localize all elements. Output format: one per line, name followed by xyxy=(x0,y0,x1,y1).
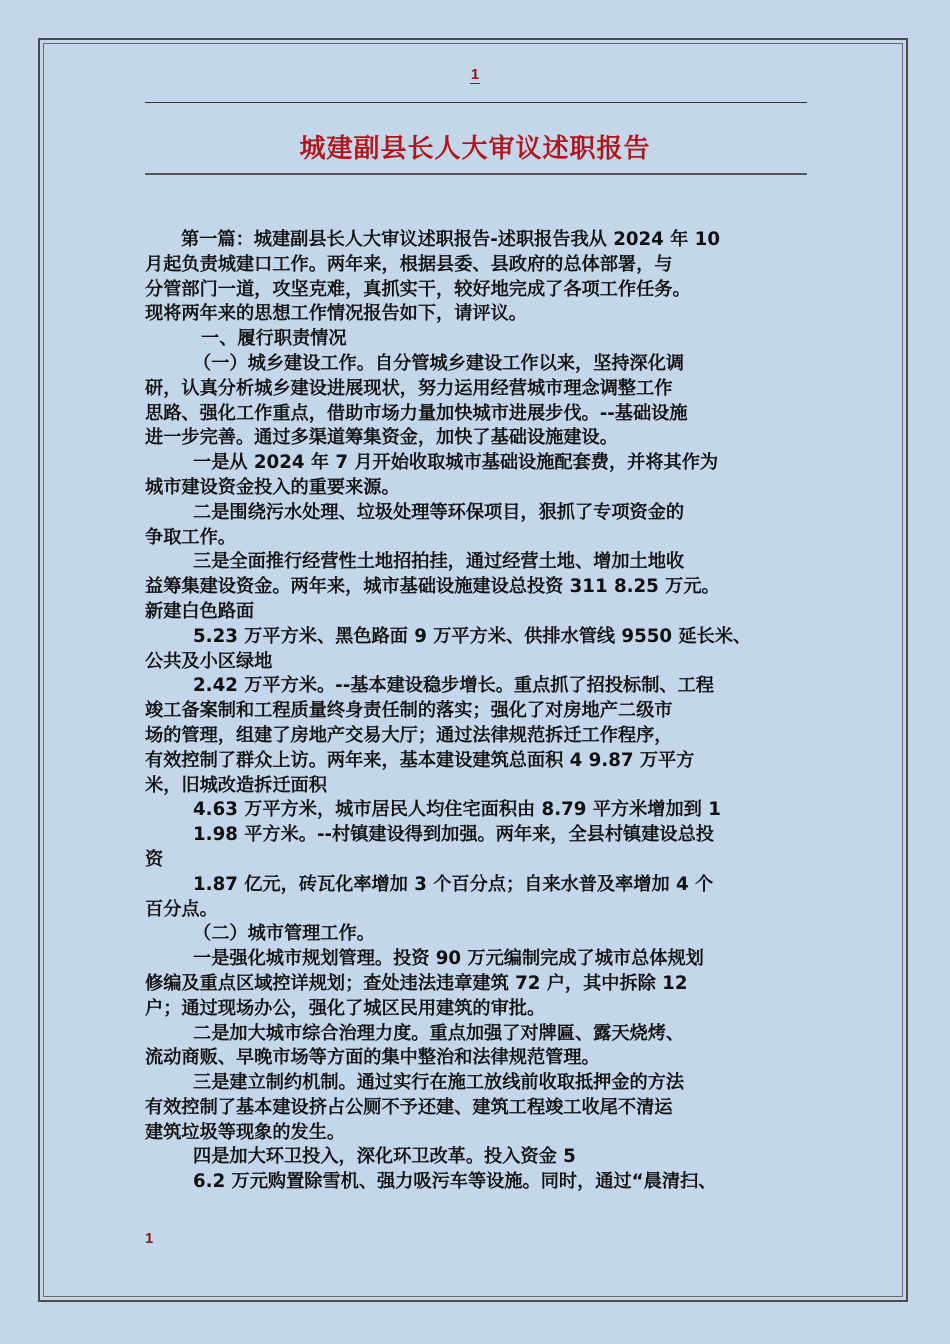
text-line: 1.98 平方米。--村镇建设得到加强。两年来，全县村镇建设总投 xyxy=(193,824,714,846)
text-line: 二是加大城市综合治理力度。重点加强了对牌匾、露天烧烤、 xyxy=(193,1022,685,1044)
text-line: 一是从 2024 年 7 月开始收取城市基础设施配套费，并将其作为 xyxy=(193,452,719,474)
text-line: 月起负责城建口工作。两年来，根据县委、县政府的总体部署，与 xyxy=(145,253,673,275)
text-line: 建筑垃圾等现象的发生。 xyxy=(145,1121,346,1143)
text-line: 竣工备案制和工程质量终身责任制的落实；强化了对房地产二级市 xyxy=(145,700,673,722)
text-line: 新建白色路面 xyxy=(145,600,255,622)
text-line: 争取工作。 xyxy=(145,526,236,548)
text-line: 四是加大环卫投入，深化环卫改革。投入资金 5 xyxy=(193,1146,576,1168)
text-line: 思路、强化工作重点，借助市场力量加快城市进展步伐。--基础设施 xyxy=(145,402,688,424)
text-line: 一是强化城市规划管理。投资 90 万元编制完成了城市总体规划 xyxy=(193,948,704,970)
text-line: 1.87 亿元，砖瓦化率增加 3 个百分点；自来水普及率增加 4 个 xyxy=(193,873,714,895)
text-line: 流动商贩、早晚市场等方面的集中整治和法律规范管理。 xyxy=(145,1047,600,1069)
text-line: 进一步完善。通过多渠道筹集资金，加快了基础设施建设。 xyxy=(145,427,618,449)
footer-page-number: 1 xyxy=(145,1230,154,1247)
text-line: 场的管理，组建了房地产交易大厅；通过法律规范拆迁工作程序， xyxy=(145,724,673,746)
text-line: 有效控制了基本建设挤占公厕不予还建、建筑工程竣工收尾不清运 xyxy=(145,1096,673,1118)
text-line: 6.2 万元购置除雪机、强力吸污车等设施。同时，通过“晨清扫、 xyxy=(193,1171,717,1193)
text-line: 公共及小区绿地 xyxy=(145,650,273,672)
text-line: 2.42 万平方米。--基本建设稳步增长。重点抓了招投标制、工程 xyxy=(193,675,714,697)
document-body xyxy=(145,228,825,1195)
text-line: 城市建设资金投入的重要来源。 xyxy=(145,476,400,498)
header-page-number: 1 xyxy=(470,66,480,83)
text-line: （一）城乡建设工作。自分管城乡建设工作以来，坚持深化调 xyxy=(193,352,685,374)
text-line: 现将两年来的思想工作情况报告如下，请评议。 xyxy=(145,303,527,325)
text-line: 5.23 万平方米、黑色路面 9 万平方米、供排水管线 9550 延长米、 xyxy=(193,625,752,647)
section-heading: （二）城市管理工作。 xyxy=(193,923,375,945)
header-rule xyxy=(145,102,807,103)
text-line: 百分点。 xyxy=(145,898,218,920)
text-line: 户；通过现场办公，强化了城区民用建筑的审批。 xyxy=(145,997,546,1019)
text-line: 有效控制了群众上访。两年来，基本建设建筑总面积 4 9.87 万平方 xyxy=(145,749,695,771)
title-rule xyxy=(145,173,807,175)
text-line: 米，旧城改造拆迁面积 xyxy=(145,774,327,796)
text-line: 益筹集建设资金。两年来，城市基础设施建设总投资 311 8.25 万元。 xyxy=(145,576,720,598)
text-line: 4.63 万平方米，城市居民人均住宅面积由 8.79 平方米增加到 1 xyxy=(193,799,721,821)
text-line: 资 xyxy=(145,848,164,870)
text-line: 三是建立制约机制。通过实行在施工放线前收取抵押金的方法 xyxy=(193,1072,685,1094)
text-line: 二是围绕污水处理、垃圾处理等环保项目，狠抓了专项资金的 xyxy=(193,501,685,523)
document-title: 城建副县长人大审议述职报告 xyxy=(299,134,651,164)
text-line: 研，认真分析城乡建设进展现状，努力运用经营城市理念调整工作 xyxy=(145,377,673,399)
text-line: 三是全面推行经营性土地招拍挂，通过经营土地、增加土地收 xyxy=(193,551,685,573)
section-heading: 一、履行职责情况 xyxy=(201,328,347,350)
text-line: 第一篇：城建副县长人大审议述职报告-述职报告我从 2024 年 10 xyxy=(181,229,720,250)
text-line: 修编及重点区域控详规划；查处违法违章建筑 72 户，其中拆除 12 xyxy=(145,972,688,994)
text-line: 分管部门一道，攻坚克难，真抓实干，较好地完成了各项工作任务。 xyxy=(145,278,691,300)
